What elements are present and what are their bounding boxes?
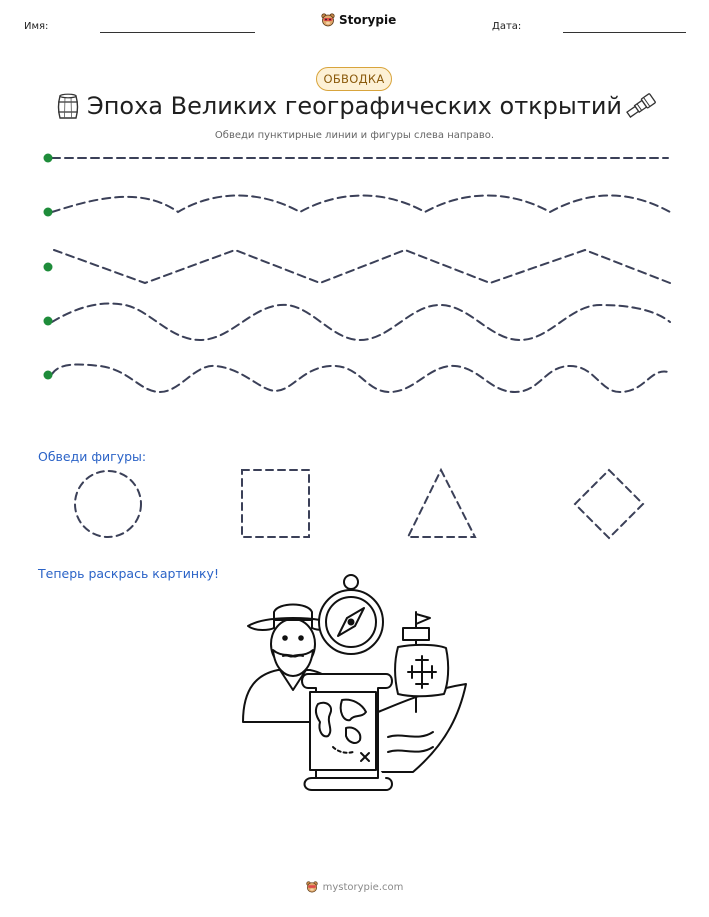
coloring-heading: Теперь раскрась картинку!: [38, 566, 219, 581]
shapes-heading: Обведи фигуры:: [38, 449, 147, 464]
worksheet-type-badge: ОБВОДКА: [316, 67, 392, 91]
trace-triangle[interactable]: [408, 470, 475, 537]
footer-site[interactable]: mystorypie.com: [322, 881, 404, 893]
trace-square[interactable]: [242, 470, 309, 537]
tracing-lines-area: [0, 0, 709, 420]
start-dot: [44, 154, 53, 163]
start-dot: [44, 317, 53, 326]
bear-face-icon: [306, 881, 318, 893]
brand-name: Storypie: [339, 13, 397, 27]
instructions: Обведи пунктирные линии и фигуры слева направо.: [214, 130, 495, 141]
ship-flag: [416, 614, 430, 624]
trace-circle[interactable]: [75, 471, 141, 537]
trace-diamond[interactable]: [575, 470, 643, 538]
tracing-line-zigzag[interactable]: [54, 250, 670, 283]
explorer-illustration: [238, 572, 470, 794]
start-dot: [44, 263, 53, 272]
tracing-shapes: [0, 460, 709, 550]
date-label: Дата:: [492, 21, 522, 32]
name-label: Имя:: [24, 21, 49, 32]
start-dot: [44, 371, 53, 380]
start-dot: [44, 208, 53, 217]
tracing-line-wave[interactable]: [52, 304, 670, 340]
tracing-line-s-curve[interactable]: [52, 364, 668, 392]
tracing-line-gentle-wave[interactable]: [52, 196, 670, 213]
footer: [0, 881, 709, 893]
title-text: Эпоха Великих географических открытий: [86, 92, 623, 120]
